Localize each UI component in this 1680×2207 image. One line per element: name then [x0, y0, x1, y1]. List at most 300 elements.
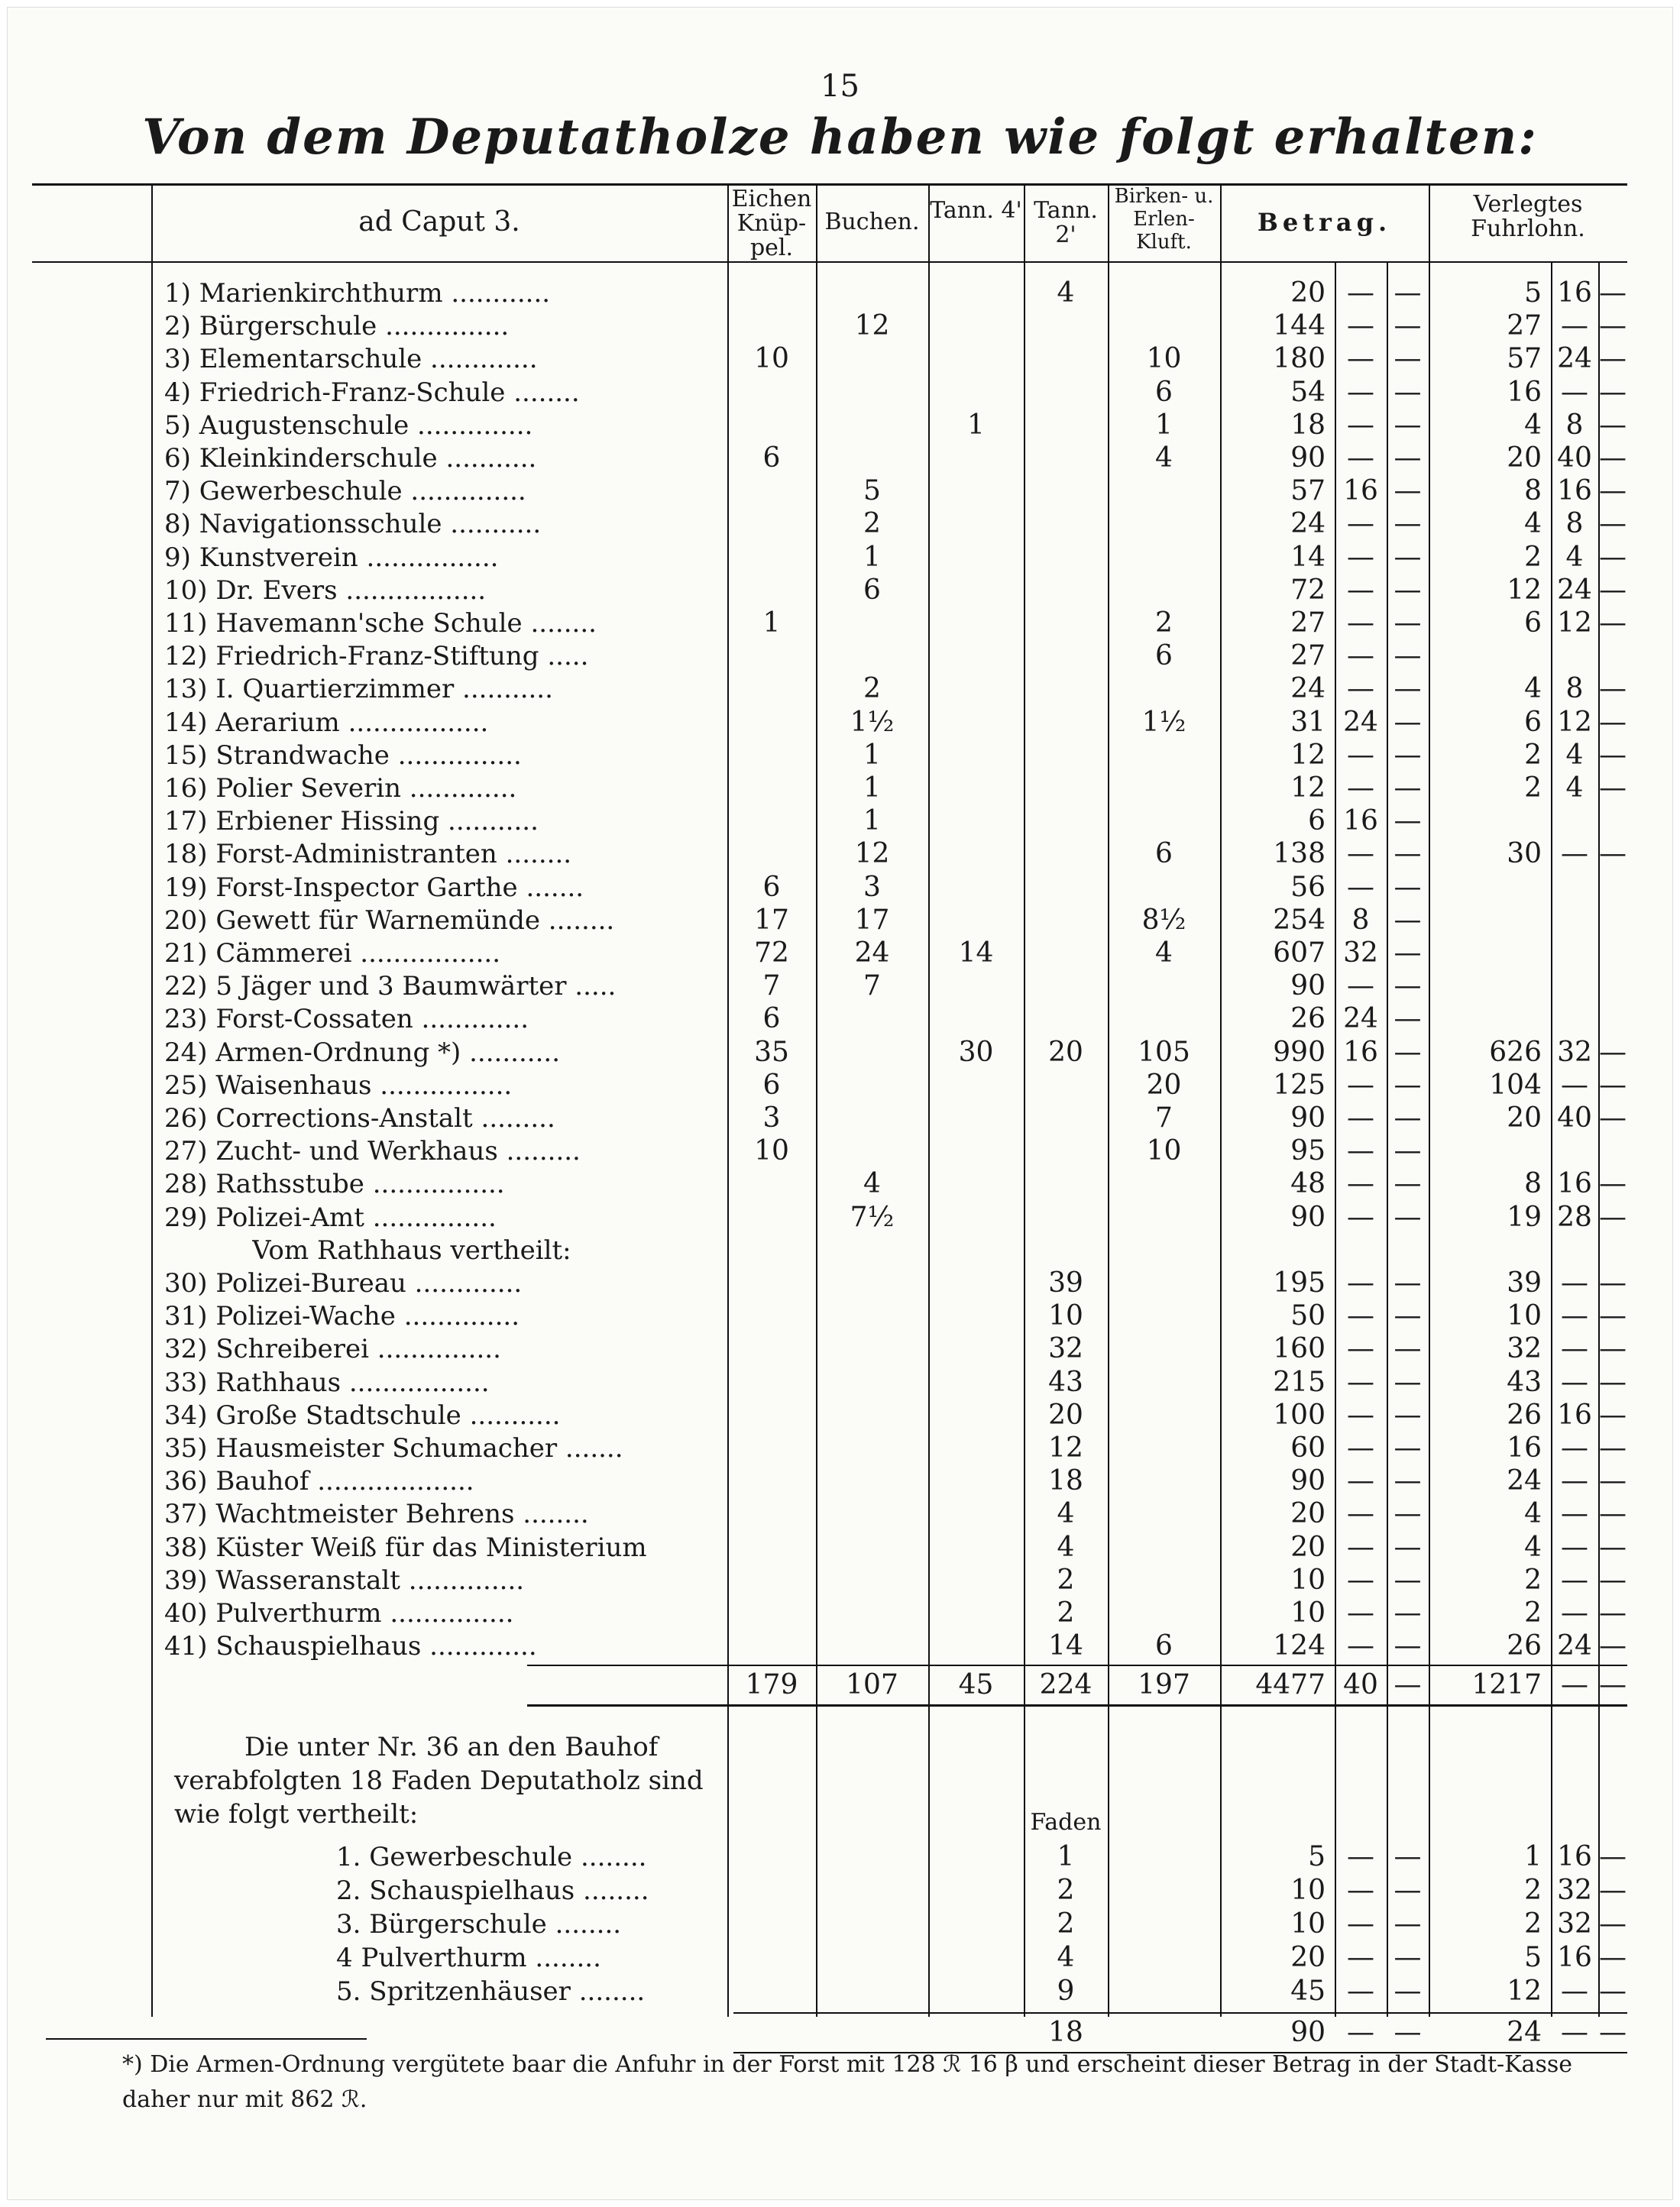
- row-f3: —: [1599, 1498, 1627, 1530]
- sub-f1: 2: [1524, 1875, 1542, 1907]
- total-f1: 1217: [1471, 1669, 1542, 1701]
- row-f3: —: [1599, 706, 1627, 738]
- row-f3: —: [1599, 442, 1627, 474]
- total-c2: 107: [846, 1669, 898, 1701]
- row-b2: —: [1347, 739, 1374, 771]
- row-f2: —: [1561, 1300, 1588, 1332]
- row-f3: —: [1599, 343, 1627, 375]
- row-c5: 1: [1155, 409, 1173, 441]
- row-f1: 6: [1524, 607, 1542, 639]
- row-c2: 2: [863, 508, 881, 540]
- row-name: 28) Rathsstube ................: [164, 1169, 505, 1200]
- row-c1: 1: [762, 607, 781, 639]
- row-f1: 32: [1507, 1333, 1542, 1365]
- row-b3: —: [1394, 574, 1422, 606]
- row-c5: 4: [1155, 442, 1173, 474]
- row-b1: 20: [1290, 1531, 1326, 1563]
- row-f1: 20: [1507, 442, 1542, 474]
- row-f2: 24: [1557, 1630, 1592, 1662]
- row-f1: 2: [1524, 772, 1542, 804]
- row-f2: 16: [1557, 1168, 1592, 1200]
- row-b3: —: [1394, 409, 1422, 441]
- subtotal-top-rule: [733, 2012, 1627, 2014]
- total-c5: 197: [1138, 1669, 1190, 1701]
- row-f1: 2: [1524, 739, 1542, 771]
- row-f2: 12: [1557, 706, 1592, 738]
- row-name: 7) Gewerbeschule ..............: [164, 476, 526, 507]
- sub-b2: —: [1347, 1976, 1374, 2008]
- row-f3: —: [1599, 310, 1627, 342]
- row-name: 4) Friedrich-Franz-Schule ........: [164, 377, 580, 408]
- row-f3: —: [1599, 1036, 1627, 1068]
- row-b1: 90: [1290, 442, 1326, 474]
- sub-f3: —: [1599, 1976, 1627, 2008]
- row-b3: —: [1394, 640, 1422, 672]
- row-b2: —: [1347, 376, 1374, 408]
- row-b3: —: [1394, 805, 1422, 837]
- subtotal-c4: 18: [1048, 2017, 1083, 2049]
- sub-b2: —: [1347, 1875, 1374, 1907]
- row-b2: —: [1347, 1201, 1374, 1233]
- row-name: 6) Kleinkinderschule ...........: [164, 443, 537, 474]
- row-b3: —: [1394, 442, 1422, 474]
- row-c5: 1½: [1141, 706, 1186, 738]
- row-b3: —: [1394, 772, 1422, 804]
- row-b3: —: [1394, 1630, 1422, 1662]
- row-b3: —: [1394, 1333, 1422, 1365]
- sub-unit: Faden: [1030, 1809, 1102, 1836]
- col-rule-c4: [1024, 183, 1025, 2017]
- row-b1: 90: [1290, 970, 1326, 1002]
- row-c2: 6: [863, 574, 881, 606]
- subtotal-f2: —: [1561, 2017, 1588, 2049]
- sub-f2: 16: [1557, 1942, 1592, 1974]
- row-f1: 4: [1524, 1531, 1542, 1563]
- row-b2: —: [1347, 1399, 1374, 1431]
- row-b1: 20: [1290, 277, 1326, 309]
- row-c5: 6: [1155, 376, 1173, 408]
- row-b3: —: [1394, 1069, 1422, 1101]
- row-b3: —: [1394, 1432, 1422, 1464]
- row-b1: 48: [1290, 1168, 1326, 1200]
- total-f3: —: [1599, 1669, 1627, 1701]
- sub-row-name: 2. Schauspielhaus ........: [336, 1875, 649, 1907]
- row-b3: —: [1394, 1564, 1422, 1596]
- sub-b3: —: [1394, 1875, 1422, 1907]
- row-b3: —: [1394, 1465, 1422, 1497]
- row-b3: —: [1394, 310, 1422, 342]
- sub-b1: 5: [1308, 1841, 1326, 1873]
- row-b2: —: [1347, 1597, 1374, 1629]
- row-name: 41) Schauspielhaus .............: [164, 1631, 537, 1662]
- row-b3: —: [1394, 871, 1422, 903]
- row-name: 21) Cämmerei .................: [164, 938, 501, 969]
- row-f3: —: [1599, 1531, 1627, 1563]
- row-f3: —: [1599, 1630, 1627, 1662]
- row-f3: —: [1599, 1399, 1627, 1431]
- row-f2: 16: [1557, 475, 1592, 507]
- header-birken: Birken- u. Erlen- Kluft.: [1114, 185, 1214, 254]
- row-b2: —: [1347, 1465, 1374, 1497]
- sub-c4: 4: [1057, 1942, 1075, 1974]
- row-name: 35) Hausmeister Schumacher .......: [164, 1433, 623, 1464]
- row-name: 10) Dr. Evers .................: [164, 574, 487, 606]
- row-b2: —: [1347, 1432, 1374, 1464]
- row-c5: 10: [1146, 1135, 1182, 1167]
- row-f1: 4: [1524, 1498, 1542, 1530]
- page-number: 15: [821, 69, 859, 104]
- row-b1: 12: [1290, 772, 1326, 804]
- row-b2: —: [1347, 1366, 1374, 1398]
- sub-c4: 9: [1057, 1976, 1075, 2008]
- row-b2: —: [1347, 772, 1374, 804]
- row-f1: 19: [1507, 1201, 1542, 1233]
- row-b1: 215: [1273, 1366, 1326, 1398]
- sub-b3: —: [1394, 1841, 1422, 1873]
- row-c2: 12: [854, 310, 890, 342]
- sub-row-name: 1. Gewerbeschule ........: [336, 1842, 647, 1873]
- row-f2: —: [1561, 1069, 1588, 1101]
- row-f3: —: [1599, 1267, 1627, 1299]
- row-f1: 26: [1507, 1630, 1542, 1662]
- row-b1: 72: [1290, 574, 1326, 606]
- row-f1: 4: [1524, 673, 1542, 705]
- row-f2: 8: [1565, 508, 1584, 540]
- row-b2: —: [1347, 970, 1374, 1002]
- row-f1: 2: [1524, 1597, 1542, 1629]
- row-name: 32) Schreiberei ...............: [164, 1334, 501, 1365]
- totals-bottom-rule: [527, 1704, 1627, 1707]
- row-b3: —: [1394, 343, 1422, 375]
- row-c4: 2: [1057, 1597, 1075, 1629]
- row-name: 17) Erbiener Hissing ...........: [164, 806, 539, 837]
- row-b2: —: [1347, 640, 1374, 672]
- row-f3: —: [1599, 1069, 1627, 1101]
- row-f2: 8: [1565, 409, 1584, 441]
- sub-f2: 16: [1557, 1841, 1592, 1873]
- row-f2: 40: [1557, 442, 1592, 474]
- row-b3: —: [1394, 904, 1422, 936]
- row-name: 38) Küster Weiß für das Ministerium: [164, 1532, 647, 1563]
- row-b3: —: [1394, 706, 1422, 738]
- row-b1: 54: [1290, 376, 1326, 408]
- row-f2: —: [1561, 1498, 1588, 1530]
- row-f1: 20: [1507, 1102, 1542, 1134]
- row-f1: 16: [1507, 1432, 1542, 1464]
- sub-b1: 10: [1290, 1908, 1326, 1940]
- row-c4: 14: [1048, 1630, 1083, 1662]
- header-betrag: Betrag.: [1257, 208, 1392, 237]
- row-b2: 16: [1343, 805, 1378, 837]
- row-b1: 6: [1308, 805, 1326, 837]
- row-c2: 7: [863, 970, 881, 1002]
- row-f3: —: [1599, 409, 1627, 441]
- row-f3: —: [1599, 1201, 1627, 1233]
- row-c1: 6: [762, 1003, 781, 1035]
- row-f1: 4: [1524, 508, 1542, 540]
- row-c4: 4: [1057, 277, 1075, 309]
- row-f2: —: [1561, 1366, 1588, 1398]
- sub-f2: 32: [1557, 1908, 1592, 1940]
- row-f3: —: [1599, 1432, 1627, 1464]
- row-b3: —: [1394, 475, 1422, 507]
- row-f2: —: [1561, 1597, 1588, 1629]
- row-f3: —: [1599, 376, 1627, 408]
- row-name: 11) Havemann'sche Schule ........: [164, 608, 597, 639]
- row-c4: 10: [1048, 1300, 1083, 1332]
- row-b3: —: [1394, 1597, 1422, 1629]
- row-f2: 4: [1565, 541, 1584, 573]
- row-b1: 160: [1273, 1333, 1326, 1365]
- row-b2: —: [1347, 1300, 1374, 1332]
- row-b1: 607: [1273, 937, 1326, 969]
- row-b1: 24: [1290, 508, 1326, 540]
- row-f1: 27: [1507, 310, 1542, 342]
- row-c5: 6: [1155, 1630, 1173, 1662]
- total-c1: 179: [745, 1669, 798, 1701]
- row-f2: 16: [1557, 1399, 1592, 1431]
- row-b1: 195: [1273, 1267, 1326, 1299]
- row-name: 34) Große Stadtschule ...........: [164, 1400, 561, 1431]
- row-name: 22) 5 Jäger und 3 Baumwärter .....: [164, 971, 617, 1002]
- row-f2: 28: [1557, 1201, 1592, 1233]
- table-top-rule: [32, 183, 1627, 186]
- row-b2: —: [1347, 277, 1374, 309]
- row-c1: 17: [754, 904, 789, 936]
- row-name: 1) Marienkirchthurm ............: [164, 278, 551, 309]
- row-b3: —: [1394, 1366, 1422, 1398]
- row-f3: —: [1599, 1102, 1627, 1134]
- row-b2: —: [1347, 1564, 1374, 1596]
- row-name: 8) Navigationsschule ...........: [164, 509, 542, 540]
- sub-b2: —: [1347, 1942, 1374, 1974]
- row-c5: 8½: [1141, 904, 1186, 936]
- row-f2: 32: [1557, 1036, 1592, 1068]
- header-tann4: Tann. 4': [930, 197, 1022, 224]
- row-c2: 1: [863, 772, 881, 804]
- sub-f3: —: [1599, 1908, 1627, 1940]
- row-b3: —: [1394, 838, 1422, 870]
- row-c2: 7½: [850, 1201, 895, 1233]
- header-fuhrlohn: Verlegtes Fuhrlohn.: [1471, 191, 1585, 242]
- row-f3: —: [1599, 1465, 1627, 1497]
- row-name: 33) Rathhaus .................: [164, 1367, 490, 1398]
- row-f3: —: [1599, 838, 1627, 870]
- note-line: verabfolgten 18 Faden Deputatholz sind: [174, 1765, 704, 1797]
- row-name: 36) Bauhof ...................: [164, 1466, 474, 1497]
- row-f3: —: [1599, 1300, 1627, 1332]
- row-b1: 12: [1290, 739, 1326, 771]
- row-f3: —: [1599, 607, 1627, 639]
- note-line: wie folgt vertheilt:: [174, 1799, 419, 1830]
- row-f3: —: [1599, 1168, 1627, 1200]
- row-f2: 40: [1557, 1102, 1592, 1134]
- row-b3: —: [1394, 1300, 1422, 1332]
- row-name: 37) Wachtmeister Behrens ........: [164, 1499, 589, 1530]
- row-name: 23) Forst-Cossaten .............: [164, 1004, 529, 1035]
- sub-b1: 20: [1290, 1942, 1326, 1974]
- row-b3: —: [1394, 1135, 1422, 1167]
- row-b2: 24: [1343, 706, 1378, 738]
- row-name: 3) Elementarschule .............: [164, 344, 538, 375]
- row-name: 40) Pulverthurm ...............: [164, 1598, 514, 1629]
- row-b2: 8: [1351, 904, 1370, 936]
- row-name: 29) Polizei-Amt ...............: [164, 1202, 497, 1233]
- row-b2: —: [1347, 508, 1374, 540]
- row-name: 5) Augustenschule ..............: [164, 409, 533, 441]
- sub-f3: —: [1599, 1942, 1627, 1974]
- row-f3: —: [1599, 541, 1627, 573]
- row-c1: 3: [762, 1102, 781, 1134]
- row-name: 25) Waisenhaus ................: [164, 1070, 513, 1101]
- row-b1: 124: [1273, 1630, 1326, 1662]
- row-b2: —: [1347, 1102, 1374, 1134]
- row-b2: —: [1347, 1498, 1374, 1530]
- row-b2: —: [1347, 1630, 1374, 1662]
- row-name: 16) Polier Severin .............: [164, 773, 517, 804]
- row-f2: —: [1561, 1333, 1588, 1365]
- row-b1: 90: [1290, 1465, 1326, 1497]
- row-b3: —: [1394, 1201, 1422, 1233]
- row-c1: 72: [754, 937, 789, 969]
- row-b2: —: [1347, 442, 1374, 474]
- row-b2: —: [1347, 1267, 1374, 1299]
- row-f1: 39: [1507, 1267, 1542, 1299]
- row-name: 2) Bürgerschule ...............: [164, 311, 510, 342]
- row-c1: 10: [754, 1135, 789, 1167]
- row-c4: 4: [1057, 1531, 1075, 1563]
- row-name: 15) Strandwache ...............: [164, 739, 522, 771]
- sub-f3: —: [1599, 1875, 1627, 1907]
- total-c3: 45: [958, 1669, 994, 1701]
- col-rule-c2: [816, 183, 817, 2017]
- row-c4: 2: [1057, 1564, 1075, 1596]
- sub-c4: 2: [1057, 1875, 1075, 1907]
- subtotal-f1: 24: [1507, 2017, 1542, 2049]
- row-f1: 104: [1489, 1069, 1542, 1101]
- row-c5: 2: [1155, 607, 1173, 639]
- row-c5: 10: [1146, 343, 1182, 375]
- row-b2: —: [1347, 673, 1374, 705]
- row-b2: 24: [1343, 1003, 1378, 1035]
- row-c2: 1½: [850, 706, 895, 738]
- row-f1: 2: [1524, 541, 1542, 573]
- row-c5: 20: [1146, 1069, 1182, 1101]
- row-f3: —: [1599, 277, 1627, 309]
- row-f2: —: [1561, 838, 1588, 870]
- row-b2: —: [1347, 1135, 1374, 1167]
- row-b3: —: [1394, 1531, 1422, 1563]
- row-b1: 26: [1290, 1003, 1326, 1035]
- row-f3: —: [1599, 1597, 1627, 1629]
- header-section: ad Caput 3.: [358, 206, 520, 238]
- row-f2: —: [1561, 376, 1588, 408]
- row-name: 24) Armen-Ordnung *) ...........: [164, 1037, 561, 1068]
- sub-b2: —: [1347, 1908, 1374, 1940]
- row-c4: 39: [1048, 1267, 1083, 1299]
- row-name: 39) Wasseranstalt ..............: [164, 1565, 525, 1596]
- row-c2: 1: [863, 541, 881, 573]
- row-b2: 32: [1343, 937, 1378, 969]
- row-b2: —: [1347, 574, 1374, 606]
- row-b2: 16: [1343, 475, 1378, 507]
- row-c3: 1: [967, 409, 985, 441]
- row-f1: 57: [1507, 343, 1542, 375]
- row-b1: 180: [1273, 343, 1326, 375]
- row-c5: 105: [1138, 1036, 1190, 1068]
- sub-b1: 10: [1290, 1875, 1326, 1907]
- row-f2: —: [1561, 310, 1588, 342]
- col-rule-name: [151, 183, 153, 2017]
- row-f3: —: [1599, 508, 1627, 540]
- sub-f1: 2: [1524, 1908, 1542, 1940]
- row-f1: 16: [1507, 376, 1542, 408]
- row-b2: —: [1347, 409, 1374, 441]
- row-name: 18) Forst-Administranten ........: [164, 839, 572, 870]
- row-c1: 7: [762, 970, 781, 1002]
- row-c4: 43: [1048, 1366, 1083, 1398]
- sub-f1: 12: [1507, 1976, 1542, 2008]
- row-c4: 32: [1048, 1333, 1083, 1365]
- subtotal-b3: —: [1394, 2017, 1422, 2049]
- row-b2: —: [1347, 1168, 1374, 1200]
- row-c2: 1: [863, 805, 881, 837]
- row-f2: 24: [1557, 574, 1592, 606]
- row-b1: 144: [1273, 310, 1326, 342]
- row-f1: 4: [1524, 409, 1542, 441]
- total-b2: 40: [1343, 1669, 1378, 1701]
- row-f2: 12: [1557, 607, 1592, 639]
- row-b3: —: [1394, 508, 1422, 540]
- total-f2: —: [1561, 1669, 1588, 1701]
- row-f1: 30: [1507, 838, 1542, 870]
- sub-b3: —: [1394, 1976, 1422, 2008]
- row-b3: —: [1394, 1267, 1422, 1299]
- sub-b2: —: [1347, 1841, 1374, 1873]
- row-c5: 4: [1155, 937, 1173, 969]
- row-name: 20) Gewett für Warnemünde ........: [164, 904, 615, 936]
- row-name: 13) I. Quartierzimmer ...........: [164, 674, 553, 705]
- row-b1: 20: [1290, 1498, 1326, 1530]
- header-buchen: Buchen.: [824, 209, 920, 235]
- row-c2: 2: [863, 673, 881, 705]
- row-name: 31) Polizei-Wache ..............: [164, 1301, 520, 1332]
- row-f3: —: [1599, 1366, 1627, 1398]
- row-b1: 95: [1290, 1135, 1326, 1167]
- row-c1: 10: [754, 343, 789, 375]
- row-c5: 6: [1155, 838, 1173, 870]
- row-b3: —: [1394, 1102, 1422, 1134]
- row-b3: —: [1394, 1498, 1422, 1530]
- row-f2: 4: [1565, 772, 1584, 804]
- subtotal-f3: —: [1599, 2017, 1627, 2049]
- row-b1: 10: [1290, 1597, 1326, 1629]
- row-name: 14) Aerarium .................: [164, 707, 489, 738]
- row-f2: —: [1561, 1564, 1588, 1596]
- row-name: 27) Zucht- und Werkhaus .........: [164, 1136, 581, 1167]
- row-f2: 8: [1565, 673, 1584, 705]
- row-f2: —: [1561, 1432, 1588, 1464]
- row-c4: 20: [1048, 1036, 1083, 1068]
- row-b2: —: [1347, 541, 1374, 573]
- row-b1: 10: [1290, 1564, 1326, 1596]
- row-f3: —: [1599, 772, 1627, 804]
- header-eichen: Eichen Knüp- pel.: [731, 186, 812, 261]
- sub-f3: —: [1599, 1841, 1627, 1873]
- row-b1: 125: [1273, 1069, 1326, 1101]
- row-b2: —: [1347, 607, 1374, 639]
- row-b3: —: [1394, 673, 1422, 705]
